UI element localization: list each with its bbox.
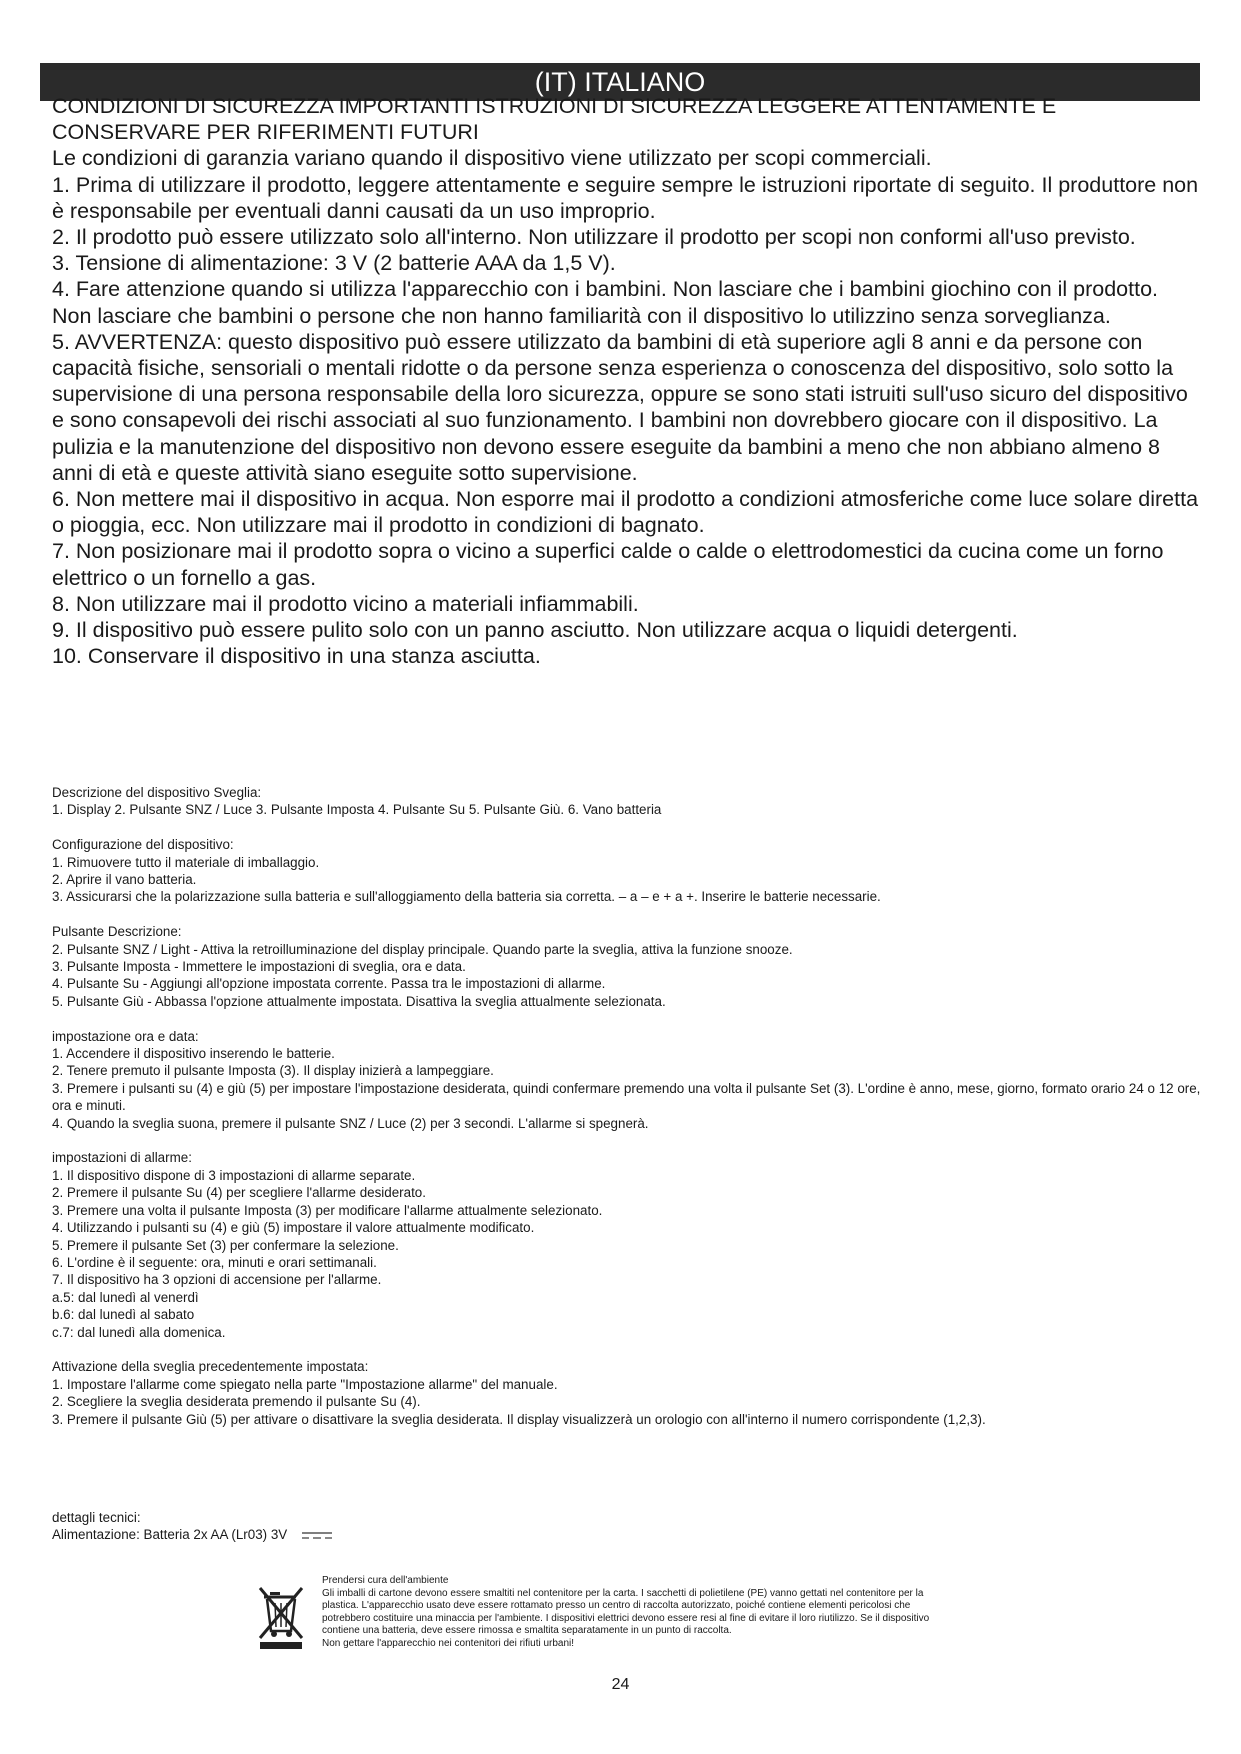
- technical-power: Alimentazione: Batteria 2x AA (Lr03) 3V: [52, 1527, 288, 1543]
- time-setting-item: 1. Accendere il dispositivo inserendo le batterie.: [52, 1046, 335, 1062]
- buttons-title: Pulsante Descrizione:: [52, 924, 182, 940]
- environment-line: Gli imballi di cartone devono essere smaltiti nel contenitore per la carta. I sacchetti di polietilene (PE) vanno gettati nel contenitore per la: [322, 1587, 924, 1599]
- safety-item-4: 4. Fare attenzione quando si utilizza l'apparecchio con i bambini. Non lasciare che i bambini giochino con il prodotto. Non lasciare che bambini o persone che non hanno familiarità con il dispositivo lo utilizzino senza sorveglianza.: [52, 277, 1159, 328]
- safety-item-5: 5. AVVERTENZA: questo dispositivo può essere utilizzato da bambini di età superiore agli 8 anni e da persone con capacità fisiche, sensoriali o mentali ridotte o da persone senza esperienza o conoscenza del dispositivo, solo sotto la supervisione di una persona responsabile della loro sicurezza, oppure se sono stati istruiti sull'uso sicuro del dispositivo e sono consapevoli dei rischi associati al suo funzionamento. I bambini non dovrebbero giocare con il dispositivo. La pulizia e la manutenzione del dispositivo non devono essere eseguite da bambini a meno che non abbiano almeno 8 anni di età e queste attività siano eseguite sotto supervisione.: [52, 329, 1188, 485]
- buttons-item: 4. Pulsante Su - Aggiungi all'opzione impostata corrente. Passa tra le impostazioni di allarme.: [52, 976, 606, 992]
- language-header-title: (IT) ITALIANO: [534, 67, 706, 97]
- safety-item-9: 9. Il dispositivo può essere pulito solo con un panno asciutto. Non utilizzare acqua o liquidi detergenti.: [52, 618, 1018, 643]
- alarm-settings-item: 2. Premere il pulsante Su (4) per scegliere l'allarme desiderato.: [52, 1185, 426, 1201]
- description-line: 1. Display 2. Pulsante SNZ / Luce 3. Pulsante Imposta 4. Pulsante Su 5. Pulsante Giù. 6. Vano batteria: [52, 802, 662, 818]
- environment-line: contiene una batteria, deve essere rimossa e smaltita separatamente in un punto di raccolta.: [322, 1625, 732, 1637]
- alarm-settings-item: 4. Utilizzando i pulsanti su (4) e giù (5) impostare il valore attualmente modificato.: [52, 1220, 535, 1236]
- environment-text: [322, 1575, 1042, 1651]
- alarm-settings-block: [52, 1149, 1202, 1340]
- alarm-settings-item: 5. Premere il pulsante Set (3) per confermare la selezione.: [52, 1237, 399, 1253]
- time-setting-item: 2. Tenere premuto il pulsante Imposta (3). Il display inizierà a lampeggiare.: [52, 1063, 494, 1079]
- technical-details: [52, 1509, 333, 1544]
- configuration-title: Configurazione del dispositivo:: [52, 837, 234, 853]
- configuration-item: 2. Aprire il vano batteria.: [52, 872, 197, 888]
- alarm-settings-item: a.5: dal lunedì al venerdì: [52, 1289, 199, 1305]
- technical-title: dettagli tecnici:: [52, 1510, 141, 1525]
- time-setting-item: 3. Premere i pulsanti su (4) e giù (5) per impostare l'impostazione desiderata, quindi confermare premendo una volta il pulsante Set (3). L'ordine è anno, mese, giorno, formato orario 24 o 12 ore, ora e minuti.: [52, 1080, 1201, 1114]
- instructions-section: [52, 784, 1202, 1445]
- environment-line: potrebbero costituire una minaccia per l'ambiente. I dispositivi elettrici devono essere resi al fine di evitare il loro riutilizzo. Se il dispositivo: [322, 1612, 930, 1624]
- alarm-settings-title: impostazioni di allarme:: [52, 1150, 192, 1166]
- buttons-item: 5. Pulsante Giù - Abbassa l'opzione attualmente impostata. Disattiva la sveglia attualmente selezionata.: [52, 993, 666, 1009]
- configuration-item: 1. Rimuovere tutto il materiale di imballaggio.: [52, 854, 320, 870]
- page-number: 24: [611, 1676, 630, 1693]
- activation-item: 1. Impostare l'allarme come spiegato nella parte "Impostazione allarme" del manuale.: [52, 1376, 558, 1392]
- environment-line: Non gettare l'apparecchio nei contenitori dei rifiuti urbani!: [322, 1637, 575, 1649]
- safety-title-line1: CONDIZIONI DI SICUREZZA IMPORTANTI ISTRUZIONI DI SICUREZZA LEGGERE ATTENTAMENTE E: [52, 94, 1057, 118]
- safety-item-7: 7. Non posizionare mai il prodotto sopra o vicino a superfici calde o calde o elettrodomestici da cucina come un forno elettrico o un fornello a gas.: [52, 539, 1164, 590]
- activation-item: 2. Scegliere la sveglia desiderata premendo il pulsante Su (4).: [52, 1394, 421, 1410]
- technical-power-line: [52, 1526, 333, 1543]
- safety-item-8: 8. Non utilizzare mai il prodotto vicino a materiali infiammabili.: [52, 591, 639, 616]
- safety-item-1: 1. Prima di utilizzare il prodotto, leggere attentamente e seguire sempre le istruzioni riportate di seguito. Il produttore non è responsabile per eventuali danni causati da un uso improprio.: [52, 172, 1199, 223]
- activation-item: 3. Premere il pulsante Giù (5) per attivare o disattivare la sveglia desiderata. Il display visualizzerà un orologio con all'interno il numero corrispondente (1,2,3).: [52, 1411, 986, 1427]
- alarm-settings-item: 7. Il dispositivo ha 3 opzioni di accensione per l'allarme.: [52, 1272, 382, 1288]
- safety-title-line2: CONSERVARE PER RIFERIMENTI FUTURI: [52, 120, 479, 145]
- environment-line: Prendersi cura dell'ambiente: [322, 1575, 449, 1586]
- activation-title: Attivazione della sveglia precedentemente impostata:: [52, 1359, 369, 1375]
- time-setting-block: [52, 1028, 1202, 1132]
- description-block: [52, 784, 1202, 819]
- safety-item-10: 10. Conservare il dispositivo in una stanza asciutta.: [52, 644, 541, 669]
- safety-intro: Le condizioni di garanzia variano quando il dispositivo viene utilizzato per scopi commerciali.: [52, 146, 932, 171]
- alarm-settings-item: c.7: dal lunedì alla domenica.: [52, 1324, 226, 1340]
- alarm-settings-item: 3. Premere una volta il pulsante Imposta (3) per modificare l'allarme attualmente selezionato.: [52, 1202, 603, 1218]
- alarm-settings-item: 6. L'ordine è il seguente: ora, minuti e orari settimanali.: [52, 1254, 377, 1270]
- safety-section: [52, 93, 1202, 669]
- buttons-item: 3. Pulsante Imposta - Immettere le impostazioni di sveglia, ora e data.: [52, 959, 466, 975]
- buttons-item: 2. Pulsante SNZ / Light - Attiva la retroilluminazione del display principale. Quando parte la sveglia, attiva la funzione snooze.: [52, 941, 793, 957]
- safety-item-6: 6. Non mettere mai il dispositivo in acqua. Non esporre mai il prodotto a condizioni atmosferiche come luce solare diretta o pioggia, ecc. Non utilizzare mai il prodotto in condizioni di bagnato.: [52, 487, 1199, 538]
- buttons-block: [52, 923, 1202, 1010]
- configuration-item: 3. Assicurarsi che la polarizzazione sulla batteria e sull'alloggiamento della batteria sia corretta. – a – e + a +. Inserire le batterie necessarie.: [52, 889, 881, 905]
- direct-current-icon: [301, 1531, 333, 1541]
- weee-crossed-bin-icon: [256, 1583, 308, 1649]
- environment-line: plastica. L'apparecchio usato deve essere rottamato presso un centro di raccolta autorizzato, poiché contiene elementi pericolosi che: [322, 1600, 911, 1612]
- alarm-settings-item: b.6: dal lunedì al sabato: [52, 1307, 195, 1323]
- safety-item-2: 2. Il prodotto può essere utilizzato solo all'interno. Non utilizzare il prodotto per scopi non conformi all'uso previsto.: [52, 225, 1136, 250]
- time-setting-item: 4. Quando la sveglia suona, premere il pulsante SNZ / Luce (2) per 3 secondi. L'allarme si spegnerà.: [52, 1115, 649, 1131]
- description-title: Descrizione del dispositivo Sveglia:: [52, 785, 262, 800]
- configuration-block: [52, 836, 1202, 906]
- activation-block: [52, 1358, 1202, 1428]
- safety-item-3: 3. Tensione di alimentazione: 3 V (2 batterie AAA da 1,5 V).: [52, 251, 616, 276]
- alarm-settings-item: 1. Il dispositivo dispone di 3 impostazioni di allarme separate.: [52, 1167, 416, 1183]
- time-setting-title: impostazione ora e data:: [52, 1028, 199, 1044]
